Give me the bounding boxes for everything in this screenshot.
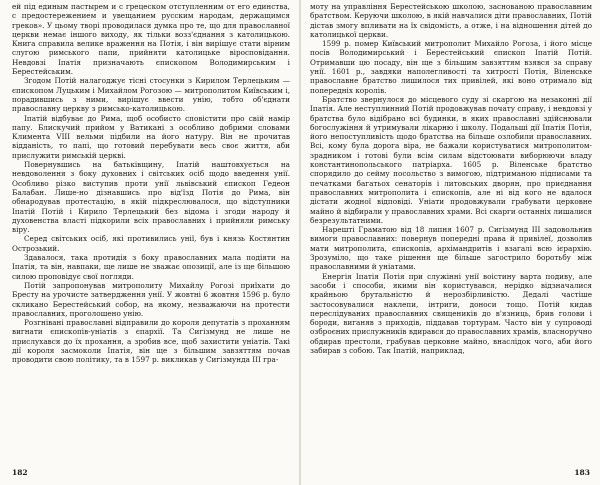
paragraph: 1599 р. помер Київський митрополит Михайло Рогоза, і його місце посів Володимирський і Берестейський єпископ Іпатій Потій. Отримавши цю посаду, він ще з більшим завзяттям взявся за справу унії. 1601 р., завдяки наполегливості та хитрості Потія, Віленське православне братство лишилося тих привілей, які воно отримало від попередніх королів. [310, 39, 592, 95]
paragraph: Згодом Потій налагоджує тісні стосунки з Кирилом Терлецьким — єпископом Луцьким і Михайлом Рогозою — митрополитом Київським і, порадившись з ними, вирішує ввести унію, тобто об'єднати православну церкву з римсько-католицькою. [12, 76, 290, 114]
paragraph: ей під единым пастырем и с грецеском отступленним от его единства, с предостережением и увещанием русским народам, держащимся греков». У цьому творі проводилася думка про те, що для православної церкви немає іншого виходу, як тільки возз'єднання з католицькою. Книга справила велике враження на Потія, і він вирішує стати вірним слугою римського папи, прийняти католицьке віросповідання. Невдовзі Іпатія призначають єпископом Володимирським і Берестейським. [12, 2, 290, 77]
paragraph: Здавалося, така протидія з боку православних мала подіяти на Іпатія, та він, навпаки, ще лише не зважає опозиції, але із ще більшою силою проповідує свої погляди. [12, 253, 290, 281]
right-page-number: 183 [574, 468, 590, 477]
paragraph: Розгнівані православні відправили до короля депутатів з проханням вигнати єпископів-уніатів з єпархії. Та Сигізмунд не лише не прислухався до їх прохання, а зробив все, щоб захистити уніатів. Такі дії короля засмоколи Іпатія, він ще з більшим завзяттям почав проводити свою політику, та в 1597 р. викликав у Сигізмунда III гра- [12, 318, 290, 365]
paragraph: моту на управління Берестейською школою, заснованою православним братством. Керуючи школою, в якій навчалися діти православних, Потій дістав змогу впливати на їх свідомість, а отже, і на відношення дітей до католицької церкви. [310, 2, 592, 39]
paragraph: Серед світських осіб, які противились унії, був і князь Костянтин Острозький. [12, 234, 290, 253]
paragraph: Повернувшись на батьківщину, Іпатій наштовхується на невдоволення з боку духовних і світських осіб щодо введення унії. Особливо різко виступив проти унії львівський єпископ Гедеон Балабан. Лише-но дізнавшись про від'їзд Потія до Рима, він обнародував протестацію, в якій підкреслювалося, що відступники Іпатій Потій і Кирило Терлецький без відома і згоди народу й духовенства власті підкорили всіх православних і прийняли римську віру. [12, 160, 290, 235]
left-page-text [12, 2, 290, 365]
right-page-text [310, 2, 592, 355]
right-page [300, 0, 600, 485]
paragraph: Потій запропонував митрополиту Михайлу Рогозі приїхати до Бресту на урочисте затвердження унії. У жовтні 6 жовтня 1596 р. було скликано Берестейський собор, на якому, незважаючи на протести православних, проголошено унію. [12, 280, 290, 318]
paragraph: Енергія Іпатія Потія при служінні унії воістину варта подиву, але засоби і способи, якими він користувався, нерідко відзначалися крайньою брутальністю й нерозбірливістю. Дедалі частіше застосовувалися наклепи, інтриги, доноси тощо. Потій кидав переслідуваних православних священиків до в'язниць, брив голови і бороди, виганяв з приходів, піддавав тортурам. Часто він у супроводі озброєних прислужників вдирався до православних храмів, власноручно обдирав престоли, грабував церковне майно, внаслідок чого, аби його забирав з собою. Так Іпатій, наприклад, [310, 271, 592, 355]
paragraph: Нарешті Граматою від 18 липня 1607 р. Сигізмунд III задовольнив вимоги православних: повернув попередні права й привілеї, дозволив мати митрополита, єпископів, архімандритів і взагалі всю ієрархію. Зрозуміло, що таке рішення ще більше загострило боротьбу між православними й уніатами. [310, 225, 592, 272]
left-page-number: 182 [12, 468, 28, 477]
paragraph: Іпатій відбуває до Рима, щоб особисто сповістити про свій намір папу. Блискучий прийом у Ватикані з особливо добрими словами Климента VIII вельми підбили на його натуру. Він не прочитав відданість, то папі, що готовий перебувати весь своє життя, аби прислужити римській церкві. [12, 113, 290, 160]
paragraph: Братство звернулося до місцевого суду зі скаргою на незаконні дії Іпатія. Але неступлинний Потій продовжував почату справу, і невдовзі у братства було відібрано всі будинки, в яких православні здійснювали богослужіння й утримували лікарню і школу. Подальші дії Іпатія Потія, його непоступливість щодо братства на більше озлобили православних. Всі, кому була дорога віра, не бажали користуватися митрополитом-зрадником і готові були всім силам відстоювати виборюючи владу константинопольського патріарха. 1605 р. Віленське братство спорядило до сейму посольство з вимогою, підтриманою підписами та печатками багатьох сенаторів і литовських дворян, про приєднання православних митрополита і єпископів, але ні від кого не вдалося дістати жодної відповіді. Уніати продовжували грабувати церковне майно й відбирали у православних храми. Всі скарги останніх лишалися безрезультатними. [310, 94, 592, 225]
